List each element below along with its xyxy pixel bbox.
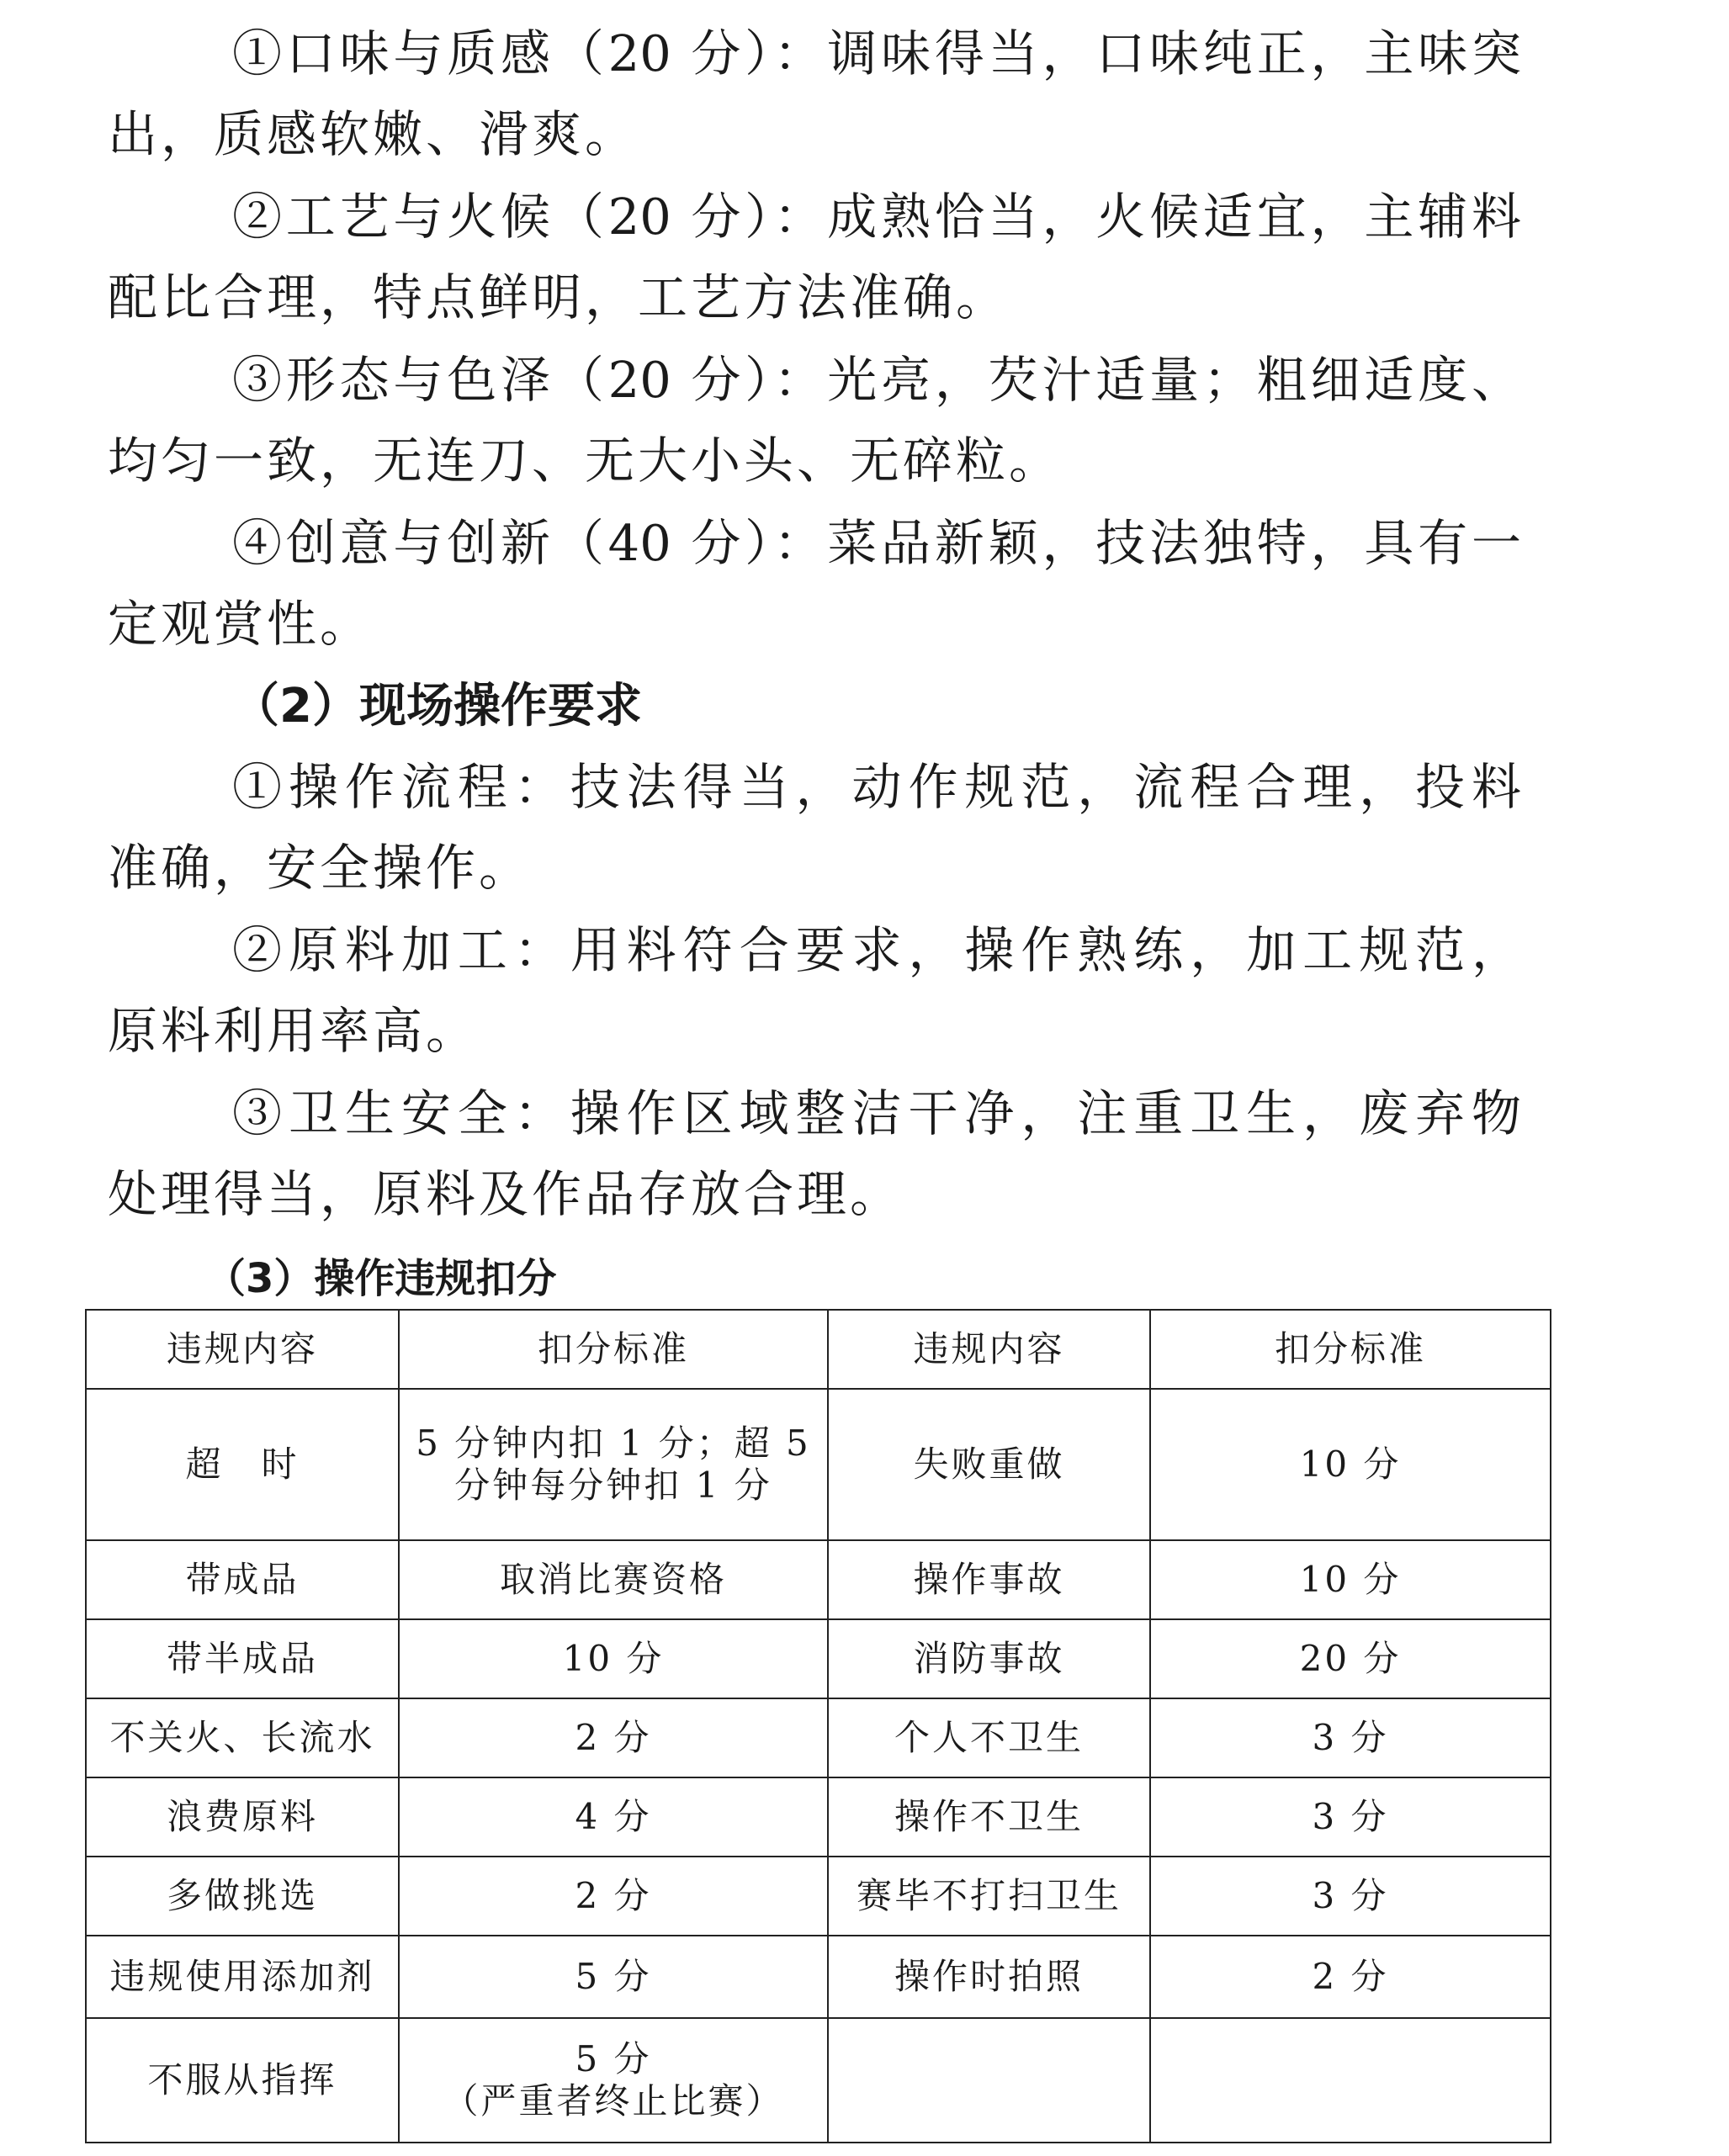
paragraph-process-line1: ①操作流程：技法得当，动作规范，流程合理，投料	[232, 758, 1521, 816]
paragraph-material-line1: ②原料加工：用料符合要求，操作熟练，加工规范，	[232, 921, 1521, 979]
violation-cell: 带成品	[86, 1540, 399, 1619]
violation-cell: 浪费原料	[86, 1777, 399, 1857]
paragraph-taste-line2: 出，质感软嫩、滑爽。	[108, 105, 639, 163]
violation-cell: 不关火、长流水	[86, 1698, 399, 1777]
header-deduction: 扣分标准	[399, 1310, 828, 1389]
deduction-cell: 3 分	[1150, 1698, 1551, 1777]
heading-deductions: （3）操作违规扣分	[205, 1255, 557, 1302]
heading-operation-requirements: （2）现场操作要求	[232, 679, 642, 734]
deduction-cell: 2 分	[399, 1857, 828, 1936]
table-header-row	[86, 1310, 1551, 1389]
violation-cell: 超 时	[86, 1389, 399, 1540]
violation-cell: 赛毕不打扫卫生	[828, 1857, 1150, 1936]
violation-cell: 不服从指挥	[86, 2018, 399, 2143]
table-row	[86, 1777, 1551, 1857]
violation-cell: 操作不卫生	[828, 1777, 1150, 1857]
header-violation: 违规内容	[828, 1310, 1150, 1389]
paragraph-creativity-line2: 定观赏性。	[108, 595, 374, 653]
violation-cell: 操作时拍照	[828, 1936, 1150, 2018]
violation-cell	[828, 2018, 1150, 2143]
deduction-cell: 5 分	[399, 1936, 828, 2018]
paragraph-material-line2: 原料利用率高。	[108, 1002, 480, 1060]
deduction-cell: 10 分	[399, 1619, 828, 1698]
paragraph-process-line2: 准确，安全操作。	[108, 839, 533, 897]
violation-cell: 操作事故	[828, 1540, 1150, 1619]
deduction-cell	[399, 2018, 828, 2143]
paragraph-craft-line2: 配比合理，特点鲜明，工艺方法准确。	[108, 268, 1010, 326]
deduction-note: （严重者终止比赛）	[443, 2080, 784, 2122]
table-row	[86, 1698, 1551, 1777]
table-row	[86, 1540, 1551, 1619]
paragraph-shape-line1: ③形态与色泽（20 分）：光亮，芡汁适量；粗细适度、	[232, 351, 1521, 409]
header-deduction: 扣分标准	[1150, 1310, 1551, 1389]
deduction-cell: 10 分	[1150, 1389, 1551, 1540]
deduction-cell: 3 分	[1150, 1777, 1551, 1857]
table-row	[86, 1619, 1551, 1698]
violation-cell: 带半成品	[86, 1619, 399, 1698]
deduction-cell: 2 分	[399, 1698, 828, 1777]
deduction-cell	[1150, 2018, 1551, 2143]
paragraph-hygiene-line1: ③卫生安全：操作区域整洁干净，注重卫生，废弃物	[232, 1084, 1521, 1142]
deduction-table	[85, 1309, 1551, 2143]
table-row	[86, 1389, 1551, 1540]
violation-cell: 失败重做	[828, 1389, 1150, 1540]
paragraph-creativity-line1: ④创意与创新（40 分）：菜品新颖，技法独特，具有一	[232, 514, 1521, 572]
violation-cell: 消防事故	[828, 1619, 1150, 1698]
deduction-cell: 5 分钟内扣 1 分；超 5 分钟每分钟扣 1 分	[399, 1389, 828, 1540]
deduction-cell: 10 分	[1150, 1540, 1551, 1619]
violation-cell: 违规使用添加剂	[86, 1936, 399, 2018]
deduction-cell: 3 分	[1150, 1857, 1551, 1936]
table-row	[86, 1857, 1551, 1936]
paragraph-shape-line2: 均匀一致，无连刀、无大小头、无碎粒。	[108, 432, 1063, 490]
violation-cell: 个人不卫生	[828, 1698, 1150, 1777]
deduction-cell: 4 分	[399, 1777, 828, 1857]
table-row	[86, 1936, 1551, 2018]
paragraph-taste-line1: ①口味与质感（20 分）：调味得当，口味纯正，主味突	[232, 24, 1521, 82]
header-violation: 违规内容	[86, 1310, 399, 1389]
deduction-cell: 2 分	[1150, 1936, 1551, 2018]
paragraph-hygiene-line2: 处理得当，原料及作品存放合理。	[108, 1165, 904, 1223]
deduction-cell: 20 分	[1150, 1619, 1551, 1698]
paragraph-craft-line1: ②工艺与火候（20 分）：成熟恰当，火候适宜，主辅料	[232, 188, 1521, 246]
table-row	[86, 2018, 1551, 2143]
deduction-value: 5 分	[575, 2038, 652, 2079]
deduction-cell: 取消比赛资格	[399, 1540, 828, 1619]
violation-cell: 多做挑选	[86, 1857, 399, 1936]
